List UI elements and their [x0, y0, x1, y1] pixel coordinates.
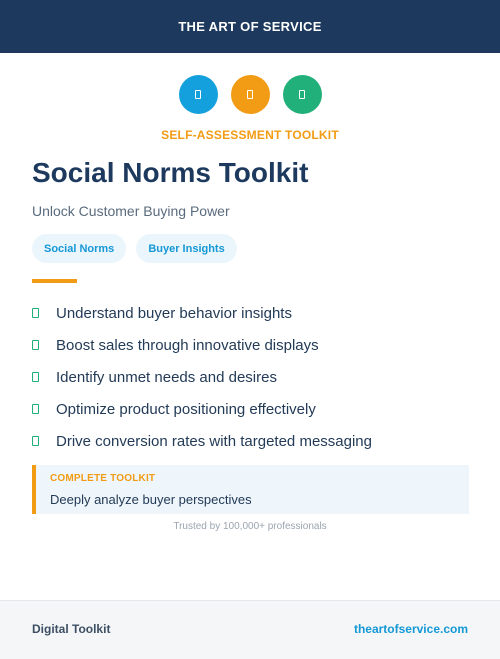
tag-buyer-insights[interactable]: Buyer Insights: [136, 234, 236, 263]
check-icon: [32, 308, 39, 318]
page-title: Social Norms Toolkit: [32, 157, 309, 188]
footer-label: Digital Toolkit: [32, 622, 111, 636]
footer: [0, 600, 500, 659]
list-item: [32, 297, 472, 329]
callout-text: Deeply analyze buyer perspectives: [50, 492, 252, 507]
list-item: [32, 329, 472, 361]
list-item: [32, 425, 472, 457]
page-subtitle: Unlock Customer Buying Power: [32, 203, 230, 219]
feature-text: Drive conversion rates with targeted messaging: [56, 432, 372, 450]
feature-list: [32, 297, 472, 457]
list-item: [32, 393, 472, 425]
trust-note: Trusted by 100,000+ professionals: [173, 521, 327, 532]
feature-text: Optimize product positioning effectively: [56, 400, 316, 418]
tag-list: [32, 234, 237, 263]
document-icon: [283, 75, 322, 114]
top-banner: [0, 0, 500, 53]
toolkit-callout: [32, 465, 469, 514]
feature-text: Understand buyer behavior insights: [56, 304, 292, 322]
footer-link[interactable]: theartofservice.com: [353, 622, 468, 636]
check-icon: [32, 436, 39, 446]
check-icon: [32, 372, 39, 382]
document-icon: [179, 75, 218, 114]
accent-divider: [32, 279, 77, 283]
feature-text: Boost sales through innovative displays: [56, 336, 319, 354]
feature-text: Identify unmet needs and desires: [56, 368, 277, 386]
check-icon: [32, 340, 39, 350]
kicker-label: SELF-ASSESSMENT TOOLKIT: [161, 128, 339, 142]
tag-social-norms[interactable]: Social Norms: [32, 234, 126, 263]
list-item: [32, 361, 472, 393]
brand-name: THE ART OF SERVICE: [178, 19, 322, 34]
callout-label: COMPLETE TOOLKIT: [50, 473, 156, 484]
check-icon: [32, 404, 39, 414]
document-icon: [231, 75, 270, 114]
icon-row: [0, 75, 500, 114]
